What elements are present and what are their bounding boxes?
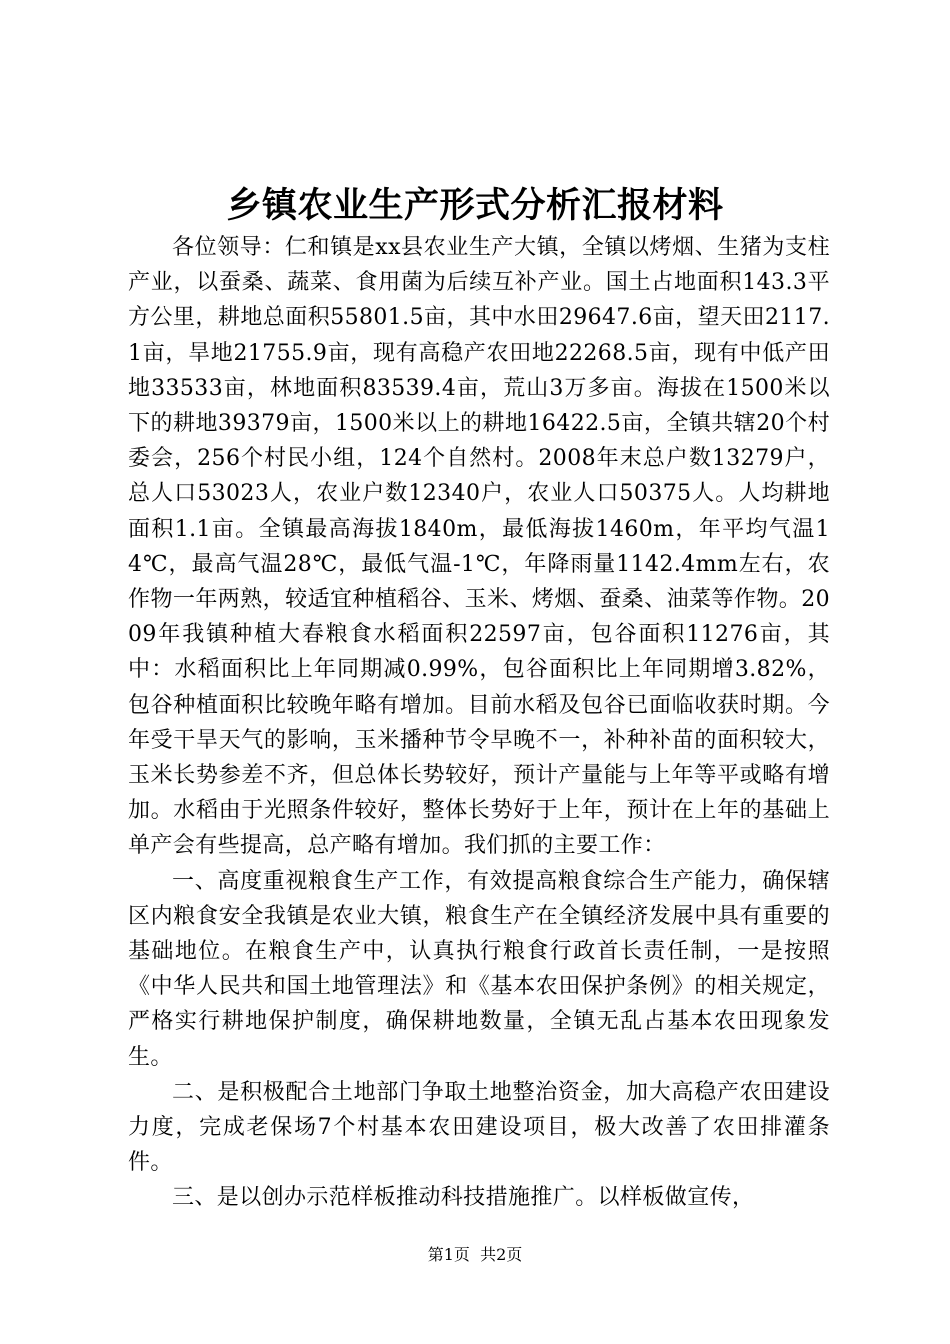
- paragraph-section-2: 二、是积极配合土地部门争取土地整治资金，加大高稳产农田建设力度，完成老保场7个村基本农田建设项目，极大改善了农田排灌条件。: [128, 1079, 830, 1176]
- page-number: 第1页 共2页: [427, 1245, 523, 1264]
- document-title: 乡镇农业生产形式分析汇报材料: [226, 185, 724, 226]
- paragraph-intro: 各位领导：仁和镇是xx县农业生产大镇，全镇以烤烟、生猪为支柱产业，以蚕桑、蔬菜、食用菌为后续互补产业。国土占地面积143.3平方公里，耕地总面积55801.5亩，其中水田29647.6亩，望天田2117.1亩，旱地21755.9亩，现有高稳产农田地22268.5亩，现有中低产田地33533亩，林地面积83539.4亩，荒山3万多亩。海拔在1500米以下的耕地39379亩，1500米以上的耕地16422.5亩，全镇共辖20个村委会，256个村民小组，124个自然村。2008年末总户数13279户，总人口53023人，农业户数12340户，农业人口50375人。人均耕地面积1.1亩。全镇最高海拔1840m，最低海拔1460m，年平均气温14℃，最高气温28℃，最低气温-1℃，年降雨量1142.4mm左右，农作物一年两熟，较适宜种植稻谷、玉米、烤烟、蚕桑、油菜等作物。2009年我镇种植大春粮食水稻面积22597亩，包谷面积11276亩，其中：水稻面积比上年同期减0.99%，包谷面积比上年同期增3.82%，包谷种植面积比较晚年略有增加。目前水稻及包谷已面临收获时期。今年受干旱天气的影响，玉米播种节令早晚不一，补种补苗的面积较大，玉米长势参差不齐，但总体长势较好，预计产量能与上年等平或略有增加。水稻由于光照条件较好，整体长势好于上年，预计在上年的基础上单产会有些提高，总产略有增加。我们抓的主要工作：: [128, 235, 830, 859]
- paragraph-section-1: 一、高度重视粮食生产工作，有效提高粮食综合生产能力，确保辖区内粮食安全我镇是农业大镇，粮食生产在全镇经济发展中具有重要的基础地位。在粮食生产中，认真执行粮食行政首长责任制，一是按照《中华人民共和国土地管理法》和《基本农田保护条例》的相关规定，严格实行耕地保护制度，确保耕地数量，全镇无乱占基本农田现象发生。: [128, 868, 830, 1070]
- document-body: [128, 230, 830, 1216]
- page-footer: [0, 1244, 950, 1266]
- paragraph-section-3: 三、是以创办示范样板推动科技措施推广。以样板做宣传，: [172, 1185, 755, 1211]
